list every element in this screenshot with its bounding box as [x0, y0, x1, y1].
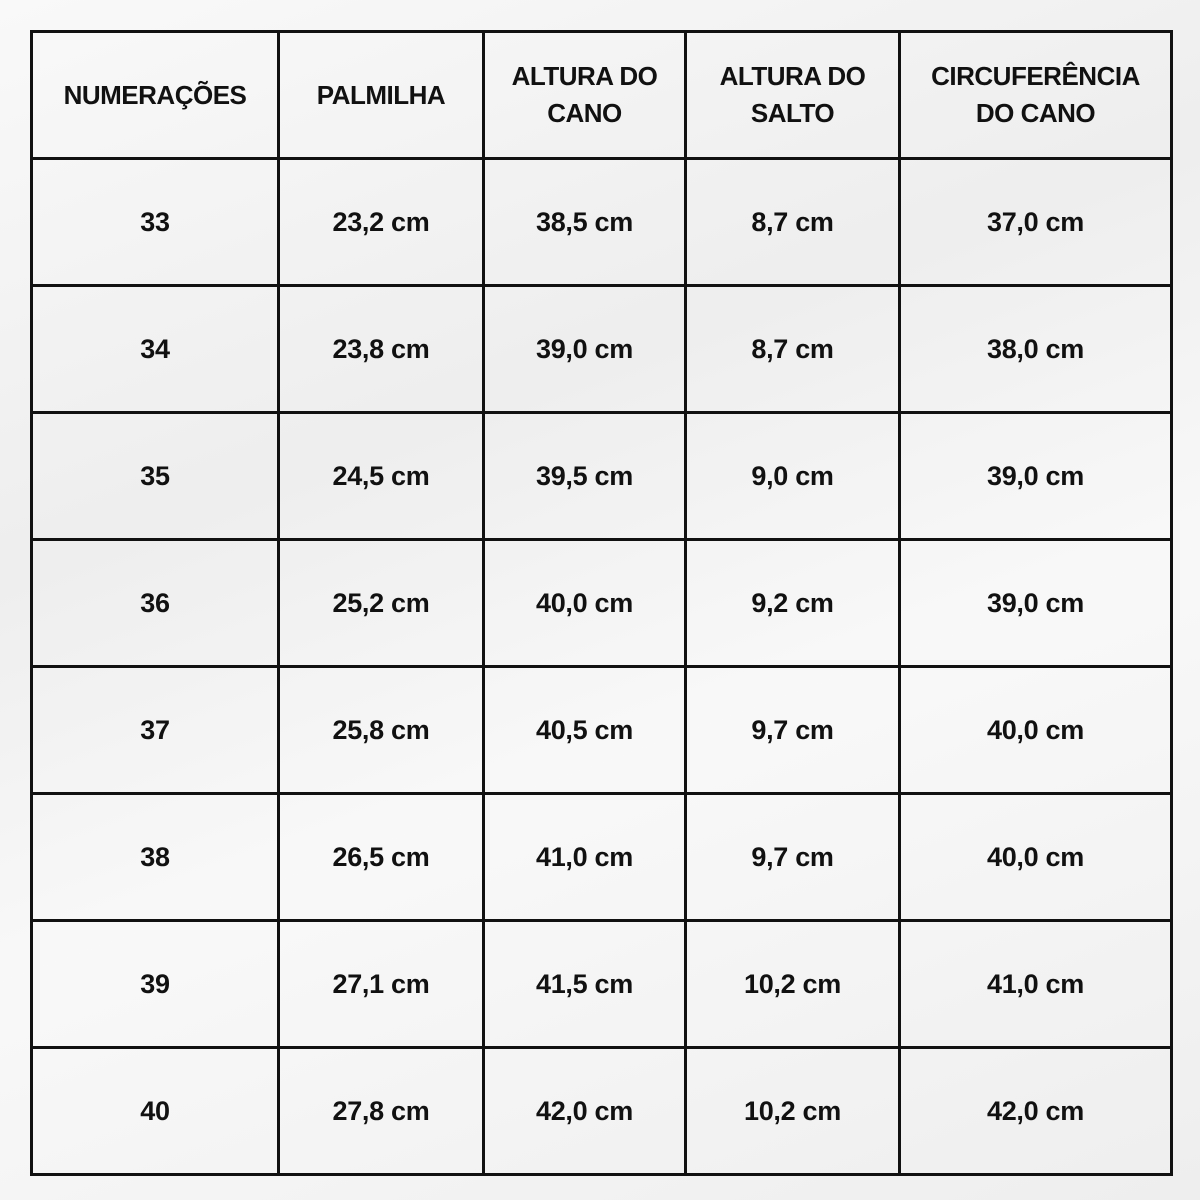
table-row — [32, 159, 1172, 286]
header-numeracoes-label: NUMERAÇÕES — [63, 79, 247, 110]
cell-circunferencia-do-cano: 42,0 cm — [900, 1048, 1172, 1175]
cell-circunferencia-do-cano: 38,0 cm — [900, 286, 1172, 413]
table-row — [32, 286, 1172, 413]
header-circunferencia-do-cano — [900, 32, 1172, 159]
size-chart-table — [30, 30, 1173, 1176]
cell-circunferencia-do-cano: 39,0 cm — [900, 540, 1172, 667]
cell-numeracao: 40 — [32, 1048, 279, 1175]
cell-numeracao: 34 — [32, 286, 279, 413]
cell-altura-do-salto: 9,7 cm — [686, 794, 900, 921]
header-altura-do-salto-line1: ALTURA DO — [719, 61, 866, 91]
header-circunferencia-line2: DO CANO — [975, 98, 1096, 128]
cell-numeracao: 35 — [32, 413, 279, 540]
cell-altura-do-salto: 10,2 cm — [686, 921, 900, 1048]
cell-altura-do-cano: 42,0 cm — [484, 1048, 686, 1175]
table-row — [32, 667, 1172, 794]
cell-circunferencia-do-cano: 39,0 cm — [900, 413, 1172, 540]
header-altura-do-salto-line2: SALTO — [750, 98, 835, 128]
header-circunferencia-line1: CIRCUFERÊNCIA — [931, 61, 1140, 91]
cell-altura-do-salto: 9,7 cm — [686, 667, 900, 794]
cell-altura-do-cano: 39,5 cm — [484, 413, 686, 540]
cell-numeracao: 39 — [32, 921, 279, 1048]
cell-numeracao: 37 — [32, 667, 279, 794]
cell-numeracao: 38 — [32, 794, 279, 921]
header-palmilha-label: PALMILHA — [316, 79, 446, 110]
header-altura-do-cano-line1: ALTURA DO — [511, 61, 658, 91]
cell-palmilha: 23,8 cm — [279, 286, 484, 413]
header-altura-do-salto — [686, 32, 900, 159]
cell-palmilha: 25,8 cm — [279, 667, 484, 794]
cell-altura-do-cano: 39,0 cm — [484, 286, 686, 413]
cell-palmilha: 27,8 cm — [279, 1048, 484, 1175]
cell-altura-do-cano: 41,5 cm — [484, 921, 686, 1048]
cell-altura-do-salto: 10,2 cm — [686, 1048, 900, 1175]
cell-altura-do-salto: 8,7 cm — [686, 159, 900, 286]
cell-altura-do-cano: 40,0 cm — [484, 540, 686, 667]
table-row — [32, 1048, 1172, 1175]
header-palmilha — [279, 32, 484, 159]
cell-circunferencia-do-cano: 41,0 cm — [900, 921, 1172, 1048]
cell-altura-do-salto: 8,7 cm — [686, 286, 900, 413]
cell-altura-do-salto: 9,0 cm — [686, 413, 900, 540]
cell-palmilha: 23,2 cm — [279, 159, 484, 286]
cell-altura-do-cano: 40,5 cm — [484, 667, 686, 794]
table-row — [32, 413, 1172, 540]
table-row — [32, 794, 1172, 921]
cell-altura-do-salto: 9,2 cm — [686, 540, 900, 667]
cell-numeracao: 36 — [32, 540, 279, 667]
cell-altura-do-cano: 38,5 cm — [484, 159, 686, 286]
cell-palmilha: 24,5 cm — [279, 413, 484, 540]
header-altura-do-cano-line2: CANO — [547, 98, 622, 128]
header-row — [32, 32, 1172, 159]
cell-palmilha: 27,1 cm — [279, 921, 484, 1048]
cell-altura-do-cano: 41,0 cm — [484, 794, 686, 921]
header-altura-do-cano — [484, 32, 686, 159]
cell-numeracao: 33 — [32, 159, 279, 286]
cell-circunferencia-do-cano: 37,0 cm — [900, 159, 1172, 286]
table-row — [32, 540, 1172, 667]
header-numeracoes — [32, 32, 279, 159]
cell-circunferencia-do-cano: 40,0 cm — [900, 667, 1172, 794]
cell-palmilha: 26,5 cm — [279, 794, 484, 921]
table-row — [32, 921, 1172, 1048]
cell-circunferencia-do-cano: 40,0 cm — [900, 794, 1172, 921]
cell-palmilha: 25,2 cm — [279, 540, 484, 667]
